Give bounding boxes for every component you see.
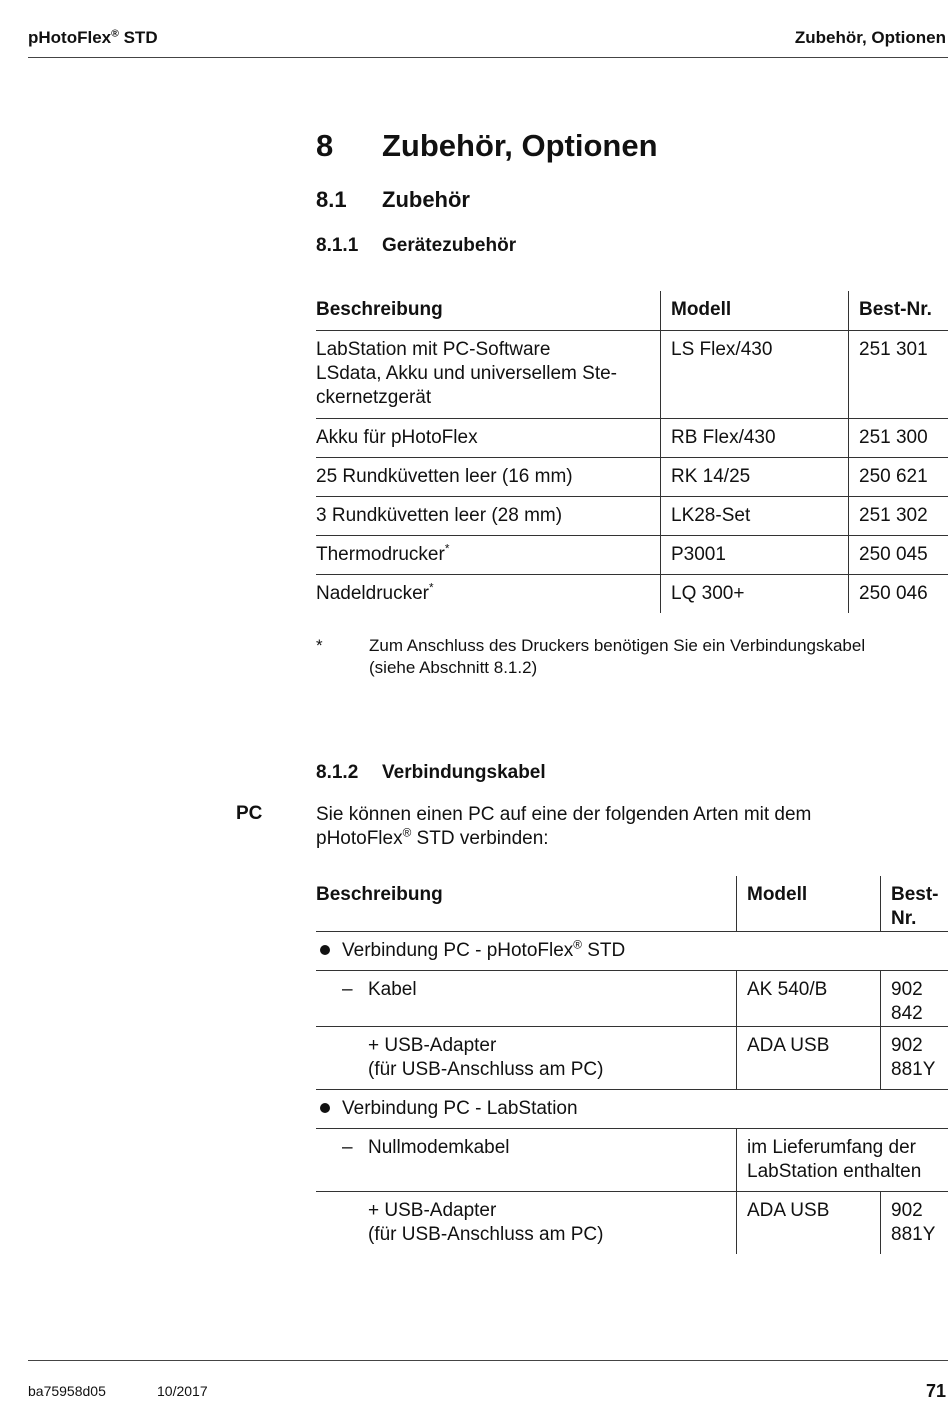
column-header: Best-Nr. [849, 291, 949, 331]
subsection-title: Gerätezubehör [382, 235, 517, 256]
cell-model: ADA USB [737, 1192, 881, 1255]
group-row [316, 932, 948, 971]
cable-table [316, 876, 948, 1254]
chapter-heading [316, 128, 658, 164]
cell-description: – Nullmodemkabel [316, 1129, 737, 1192]
footnote-line: (siehe Abschnitt 8.1.2) [369, 658, 538, 677]
cell-model: ADA USB [737, 1027, 881, 1090]
subsection-heading-2 [316, 762, 546, 784]
running-header-product: pHotoFlex® STD [28, 27, 158, 47]
header-divider [28, 57, 948, 58]
cell-order-number: 902 881Y [881, 1027, 949, 1090]
table-row [316, 497, 948, 536]
column-header: Modell [737, 876, 881, 932]
footnote-star: * [316, 636, 323, 655]
column-header: Best-Nr. [881, 876, 949, 932]
cell-order-number: 902 881Y [881, 1192, 949, 1255]
bullet-icon [320, 1103, 330, 1113]
cell-description: Nadeldrucker* [316, 581, 434, 604]
cell-model: LQ 300+ [661, 575, 849, 614]
cell-order-number: 251 301 [849, 331, 949, 419]
column-header: Beschreibung [316, 291, 661, 331]
group-label: Verbindung PC - LabStation [316, 1090, 948, 1129]
cell-note: im Lieferumfang der LabStation enthalten [737, 1129, 949, 1192]
table-row [316, 331, 948, 419]
table-row [316, 971, 948, 1027]
footnote-line: Zum Anschluss des Druckers benötigen Sie ein Verbindungskabel [369, 636, 866, 655]
dash-marker: – [342, 979, 353, 1000]
section-number: 8.1 [316, 187, 347, 212]
dash-marker: – [342, 1137, 353, 1158]
column-header: Modell [661, 291, 849, 331]
document-id: ba75958d05 [28, 1383, 106, 1399]
table-footnote [316, 635, 936, 679]
chapter-title: Zubehör, Optionen [382, 128, 658, 163]
table-row [316, 1129, 948, 1192]
cell-order-number: 250 046 [849, 575, 949, 614]
table-row [316, 458, 948, 497]
subsection-number: 8.1.2 [316, 762, 359, 783]
cell-description: – Kabel [316, 971, 737, 1027]
cell-model: RB Flex/430 [661, 419, 849, 458]
bullet-icon [320, 945, 330, 955]
cell-order-number: 250 621 [849, 458, 949, 497]
cell-description: + USB-Adapter (für USB-Anschluss am PC) [368, 1200, 604, 1245]
cell-model: LS Flex/430 [661, 331, 849, 419]
table-row [316, 1027, 948, 1090]
cell-description: + USB-Adapter (für USB-Anschluss am PC) [316, 1027, 737, 1090]
cell-order-number: 251 302 [849, 497, 949, 536]
subsection-heading-1 [316, 235, 516, 257]
pc-intro-paragraph: Sie können einen PC auf eine der folgenden Arten mit dem pHotoFlex® STD verbinden: [316, 804, 812, 849]
subsection-number: 8.1.1 [316, 235, 359, 256]
table-header-row [316, 291, 948, 331]
table-row [316, 1192, 948, 1255]
cell-model: AK 540/B [737, 971, 881, 1027]
chapter-number: 8 [316, 128, 334, 163]
page-number: 71 [925, 1381, 946, 1401]
section-heading [316, 187, 470, 213]
cell-description: LabStation mit PC-Software LSdata, Akku und universellem Ste- ckernetzgerät [316, 331, 661, 419]
subsection-title: Verbindungskabel [382, 762, 546, 783]
group-label: Verbindung PC - pHotoFlex® STD [316, 932, 948, 971]
cell-order-number: 251 300 [849, 419, 949, 458]
cell-description: 25 Rundküvetten leer (16 mm) [316, 458, 661, 497]
table-row [316, 575, 948, 614]
footnote-marker: * [429, 581, 434, 595]
table-row [316, 536, 948, 575]
document-date: 10/2017 [157, 1383, 208, 1399]
cell-model: LK28-Set [661, 497, 849, 536]
cell-description: Akku für pHotoFlex [316, 419, 661, 458]
group-row [316, 1090, 948, 1129]
table-row [316, 419, 948, 458]
footer-divider [28, 1360, 948, 1361]
cell-description: Thermodrucker* [316, 536, 661, 575]
margin-label-pc: PC [236, 803, 263, 824]
cell-order-number: 902 842 [881, 971, 949, 1027]
cell-order-number: 250 045 [849, 536, 949, 575]
cell-model: P3001 [661, 536, 849, 575]
table-header-row [316, 876, 948, 932]
section-title: Zubehör [382, 187, 470, 212]
cell-description: 3 Rundküvetten leer (28 mm) [316, 497, 661, 536]
column-header: Beschreibung [316, 876, 737, 932]
cell-model: RK 14/25 [661, 458, 849, 497]
footnote-marker: * [444, 542, 450, 556]
accessory-table [316, 291, 948, 613]
running-header-chapter: Zubehör, Optionen [794, 28, 946, 47]
